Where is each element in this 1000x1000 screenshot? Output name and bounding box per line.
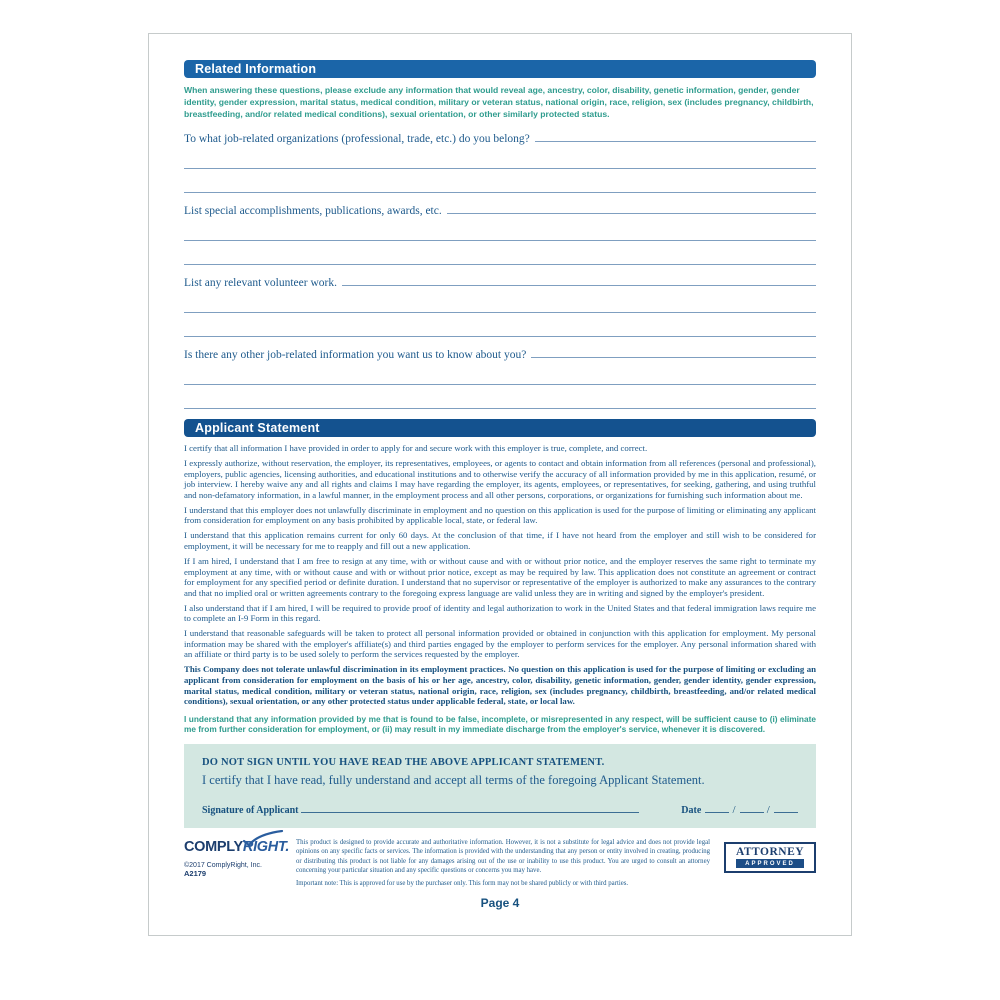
attorney-approved-badge xyxy=(724,842,816,873)
answer-line[interactable] xyxy=(531,345,816,358)
date-label: Date xyxy=(681,805,702,817)
question-label-volunteer: List any relevant volunteer work. xyxy=(184,277,337,290)
copyright-text: ©2017 ComplyRight, Inc. xyxy=(184,862,262,870)
answer-line[interactable] xyxy=(184,289,816,313)
answer-line[interactable] xyxy=(184,385,816,409)
signature-line[interactable] xyxy=(301,802,640,813)
answer-line[interactable] xyxy=(184,241,816,265)
section-header-related-information xyxy=(184,60,816,78)
question-label-other-info: Is there any other job-related information you want us to know about you? xyxy=(184,349,527,362)
page-sheet xyxy=(148,33,852,936)
logo-comply-text: COMPLY xyxy=(184,839,243,856)
footer-important-note: Important note: This is approved for use by the purchaser only. This form may not be shared publicly or with third parties. xyxy=(296,879,629,887)
answer-line[interactable] xyxy=(342,273,816,286)
answer-line[interactable] xyxy=(184,169,816,193)
answer-line[interactable] xyxy=(184,145,816,169)
section-title-related-information: Related Information xyxy=(195,62,317,76)
question-label-accomplishments: List special accomplishments, publications, awards, etc. xyxy=(184,205,442,218)
form-number: A2179 xyxy=(184,869,207,879)
certify-statement: I certify that I have read, fully understand and accept all terms of the foregoing Applicant Statement. xyxy=(202,773,705,788)
badge-attorney-text: ATTORNEY xyxy=(735,846,805,859)
date-slash: / xyxy=(732,804,736,817)
statement-paragraph: I also understand that if I am hired, I will be required to provide proof of identity and legal authorization to work in the United States and that federal immigration laws require me to complete an I-9 Form in this regard. xyxy=(184,602,816,624)
section-header-applicant-statement xyxy=(184,419,816,437)
answer-line[interactable] xyxy=(535,129,816,142)
checkmark-icon xyxy=(242,830,284,846)
question-label-organizations: To what job-related organizations (professional, trade, etc.) do you belong? xyxy=(184,133,530,146)
answer-line[interactable] xyxy=(184,217,816,241)
statement-paragraph-false-info: I understand that any information provided by me that is found to be false, incomplete, or misrepresented in any respect, will be sufficient cause to (i) eliminate me from further consideration for employment, or (ii) may result in my immediate discharge from the employer's service, whenever it is discovered. xyxy=(184,713,816,735)
footer xyxy=(184,838,816,888)
badge-approved-text: APPROVED xyxy=(736,859,805,868)
date-line-month[interactable] xyxy=(705,802,729,813)
statement-paragraph: I certify that all information I have provided in order to apply for and secure work with this employer is true, complete, and correct. xyxy=(184,443,648,454)
signature-box xyxy=(184,744,816,828)
complyright-logo xyxy=(184,838,288,856)
question-block-organizations xyxy=(184,129,816,193)
date-line-year[interactable] xyxy=(774,802,798,813)
answer-line[interactable] xyxy=(184,361,816,385)
statement-paragraph: I understand that reasonable safeguards will be taken to protect all personal information provided or obtained in conjunction with this application for employment. My personal information may be shared with the employer's affiliate(s) and third parties engaged by the employer to perform services for the employer. Any personal information shared with an affiliate or third party is to be used solely to perform the services requested by the employer. xyxy=(184,628,816,660)
question-block-other-info xyxy=(184,345,816,409)
do-not-sign-warning: DO NOT SIGN UNTIL YOU HAVE READ THE ABOVE APPLICANT STATEMENT. xyxy=(202,757,605,769)
answer-line[interactable] xyxy=(184,313,816,337)
statement-paragraph: I understand that this employer does not unlawfully discriminate in employment and no question on this application is used for the purpose of limiting or eliminating any applicant from consideration for employment on any basis prohibited by applicable local, state, or federal law. xyxy=(184,504,816,526)
signature-label: Signature of Applicant xyxy=(202,805,299,817)
section-title-applicant-statement: Applicant Statement xyxy=(195,421,320,436)
answer-line[interactable] xyxy=(447,201,816,214)
date-slash: / xyxy=(766,804,770,817)
statement-paragraph-nondiscrimination: This Company does not tolerate unlawful discrimination in its employment practices. No question on this application is used for the purpose of limiting or excluding an applicant from consideration for employment on the basis of his or her age, ancestry, color, disability, genetic information, gender, gender identity, gender expression, marital status, medical condition, military or veteran status, national origin, race, religion, sex (includes pregnancy, childbirth, breastfeeding, and/or related medical conditions), sexual orientation, or any other protected status under applicable federal, state, or local law. xyxy=(184,664,816,707)
logo-right-text: RIGHT. xyxy=(242,839,290,856)
question-block-accomplishments xyxy=(184,201,816,265)
question-block-volunteer xyxy=(184,273,816,337)
statement-paragraph: I expressly authorize, without reservation, the employer, its representatives, employees, or agents to contact and obtain information from all references (personal and professional), employers, public agencies, licensing authorities, and educational institutions and to otherwise verify the accuracy of all information provided by me in this application, resumé, or job interview. I hereby waive any and all rights and claims I may have regarding the employer, its agents, employees, or representatives, for seeking, gathering, and using truthful and non-defamatory information, in a lawful manner, in the employment process and all other persons, corporations, or organizations for furnishing such information about me. xyxy=(184,458,816,500)
related-info-intro: When answering these questions, please exclude any information that would reveal age, ancestry, color, disability, genetic information, gender, gender identity, gender expression, marital status, medical condition, military or veteran status, national origin, race, religion, sex (includes pregnancy, childbirth, breastfeeding, and/or related medical conditions), sexual orientation, or other similarly protected status. xyxy=(184,85,814,120)
date-line-day[interactable] xyxy=(740,802,764,813)
statement-paragraph: I understand that this application remains current for only 60 days. At the conclusion of that time, if I have not heard from the employer and still wish to be considered for employment, it will be necessary for me to reapply and fill out a new application. xyxy=(184,530,816,551)
page-number: Page 4 xyxy=(480,896,520,911)
statement-paragraph: If I am hired, I understand that I am free to resign at any time, with or without cause and with or without prior notice, and the employer reserves the same right to terminate my employment at any time, with or without cause and with or without prior notice, except as may be required by law. This application does not constitute an agreement or contract for employment for any specified period or definite duration. I understand that no supervisor or representative of the employer is authorized to make any assurances to the contrary and that no implied oral or written agreements contrary to the foregoing express language are valid unless they are in writing and signed by the employer's president. xyxy=(184,556,816,598)
footer-disclaimer: This product is designed to provide accurate and authoritative information. However, it is not a substitute for legal advice and does not provide legal opinions on any specific facts or services. The information is provided with the understanding that any person or entity involved in creating, producing or distributing this product is not liable for any damages arising out of the use or inability to use this product. You are urged to consult an attorney concerning your particular situation and any specific questions or concerns you may have. xyxy=(296,839,710,874)
